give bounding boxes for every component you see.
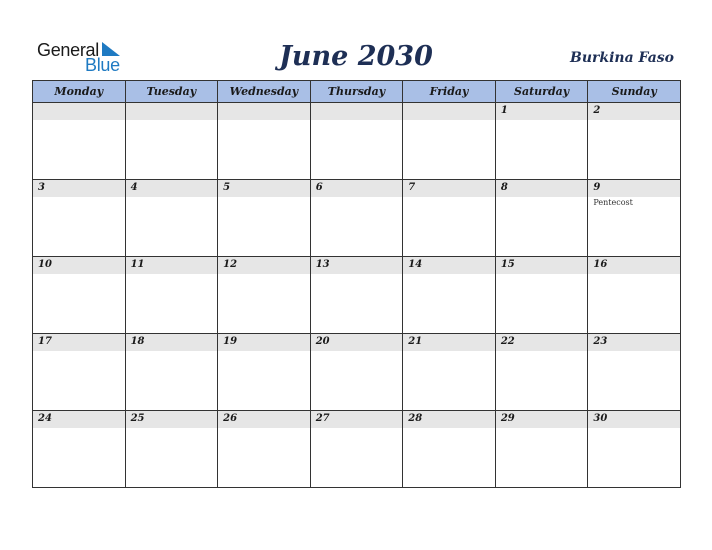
day-cell [33, 334, 126, 411]
day-number-bar [311, 257, 403, 274]
day-cell [588, 103, 681, 180]
day-cell [33, 411, 126, 488]
weekday-header: Thursday [310, 81, 403, 103]
day-number-bar [126, 257, 218, 274]
day-cell [403, 180, 496, 257]
day-cell [125, 257, 218, 334]
day-cell [125, 411, 218, 488]
day-number-bar [126, 180, 218, 197]
day-number-bar [588, 257, 680, 274]
day-cell [495, 411, 588, 488]
day-number: 27 [315, 413, 330, 424]
day-number: 7 [408, 182, 416, 193]
day-cell [310, 180, 403, 257]
weekday-header-row [33, 81, 681, 103]
day-number: 23 [593, 336, 608, 347]
day-cell [33, 257, 126, 334]
weekday-header: Wednesday [218, 81, 311, 103]
day-number-bar [33, 257, 125, 274]
logo-word-blue: Blue [85, 55, 120, 75]
day-number-bar [218, 180, 310, 197]
day-cell [588, 411, 681, 488]
weekday-header: Saturday [495, 81, 588, 103]
day-number: 10 [38, 259, 52, 270]
day-cell [403, 103, 496, 180]
day-number: 11 [130, 259, 145, 270]
day-number-bar [588, 103, 680, 120]
day-number-bar [33, 103, 125, 120]
day-cell [218, 180, 311, 257]
calendar-grid [32, 80, 681, 488]
day-number-bar [33, 180, 125, 197]
day-number-bar [588, 334, 680, 351]
day-number-bar [218, 257, 310, 274]
day-cell [495, 257, 588, 334]
day-cell [588, 180, 681, 257]
weekday-header: Friday [403, 81, 496, 103]
day-number-bar [33, 334, 125, 351]
day-number-bar [311, 334, 403, 351]
day-number-bar [496, 257, 588, 274]
day-number: 4 [130, 182, 138, 193]
day-number-bar [311, 180, 403, 197]
day-cell [33, 180, 126, 257]
day-number-bar [33, 411, 125, 428]
week-row [33, 103, 681, 180]
day-number-bar [218, 411, 310, 428]
day-number: 9 [593, 182, 601, 193]
day-number-bar [588, 180, 680, 197]
day-number-bar [311, 411, 403, 428]
day-number: 26 [223, 413, 238, 424]
day-cell [218, 411, 311, 488]
logo-word-general: General [37, 40, 99, 60]
week-row [33, 411, 681, 488]
day-number: 8 [500, 182, 508, 193]
day-number: 24 [38, 413, 52, 424]
day-number-bar [588, 411, 680, 428]
day-cell [218, 103, 311, 180]
day-number-bar [218, 103, 310, 120]
day-number: 28 [408, 413, 423, 424]
day-number: 21 [408, 336, 423, 347]
day-cell [125, 334, 218, 411]
day-number: 1 [500, 105, 508, 116]
day-number: 29 [500, 413, 515, 424]
day-number-bar [496, 334, 588, 351]
day-number: 16 [593, 259, 608, 270]
day-number-bar [496, 180, 588, 197]
weekday-header: Monday [33, 81, 126, 103]
day-number: 5 [223, 182, 231, 193]
weekday-header: Tuesday [125, 81, 218, 103]
day-number-bar [403, 334, 495, 351]
day-number-bar [403, 103, 495, 120]
day-number-bar [126, 334, 218, 351]
day-cell [310, 411, 403, 488]
holiday-label: Pentecost [593, 198, 633, 207]
day-number-bar [496, 103, 588, 120]
day-number: 17 [38, 336, 52, 347]
day-cell [33, 103, 126, 180]
day-cell [403, 411, 496, 488]
day-number: 15 [500, 259, 515, 270]
day-number: 3 [38, 182, 45, 193]
day-cell [403, 334, 496, 411]
day-number: 22 [500, 336, 515, 347]
day-cell [495, 103, 588, 180]
day-number: 12 [223, 259, 238, 270]
week-row [33, 180, 681, 257]
week-row [33, 334, 681, 411]
day-number-bar [403, 411, 495, 428]
day-cell [125, 103, 218, 180]
day-cell [495, 180, 588, 257]
day-cell [310, 257, 403, 334]
day-number-bar [218, 334, 310, 351]
day-number: 14 [408, 259, 423, 270]
weekday-header: Sunday [588, 81, 681, 103]
day-cell [218, 334, 311, 411]
day-number-bar [311, 103, 403, 120]
day-number-bar [496, 411, 588, 428]
week-row [33, 257, 681, 334]
day-number-bar [126, 411, 218, 428]
day-number-bar [403, 180, 495, 197]
day-cell [495, 334, 588, 411]
day-number-bar [403, 257, 495, 274]
day-number: 6 [315, 182, 323, 193]
day-cell [310, 334, 403, 411]
country-name: Burkina Faso [570, 50, 674, 66]
day-number: 18 [130, 336, 145, 347]
day-number: 30 [593, 413, 608, 424]
day-cell [588, 257, 681, 334]
day-number: 2 [593, 105, 601, 116]
day-cell [218, 257, 311, 334]
day-cell [310, 103, 403, 180]
day-number: 20 [315, 336, 330, 347]
day-number-bar [126, 103, 218, 120]
day-number: 13 [315, 259, 330, 270]
day-cell [588, 334, 681, 411]
day-number: 25 [130, 413, 145, 424]
day-number: 19 [223, 336, 238, 347]
day-cell [125, 180, 218, 257]
calendar-title: June 2030 [279, 41, 433, 72]
day-cell [403, 257, 496, 334]
